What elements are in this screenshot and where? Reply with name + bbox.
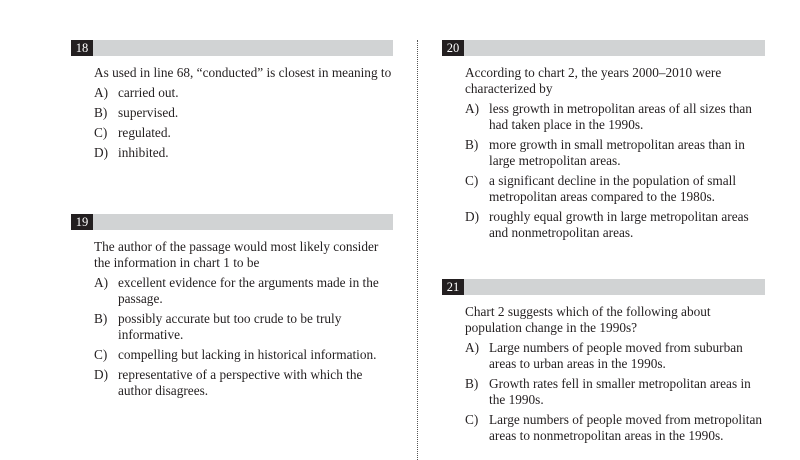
answer-option-b[interactable]	[465, 137, 765, 169]
question-stem: According to chart 2, the years 2000–2010 were characterized by	[465, 65, 722, 96]
answer-options	[465, 340, 765, 444]
option-text: roughly equal growth in large metropolitan areas and nonmetropolitan areas.	[489, 209, 749, 240]
answer-option-c[interactable]	[465, 412, 765, 444]
option-letter: C)	[465, 173, 479, 188]
option-text: Large numbers of people moved from metropolitan areas to nonmetropolitan areas in the 1990s.	[489, 412, 763, 443]
question-header-bar	[71, 40, 393, 56]
answer-option-c[interactable]	[465, 173, 765, 205]
answer-options	[465, 101, 765, 241]
option-letter: B)	[94, 105, 108, 120]
option-text: possibly accurate but too crude to be truly informative.	[118, 311, 342, 342]
question-stem: The author of the passage would most likely consider the information in chart 1 to be	[94, 239, 379, 270]
answer-options	[94, 85, 393, 161]
option-letter: D)	[94, 145, 109, 160]
option-text: excellent evidence for the arguments made in the passage.	[118, 275, 379, 306]
answer-option-c[interactable]	[94, 125, 393, 141]
option-text: less growth in metropolitan areas of all sizes than had taken place in the 1990s.	[489, 101, 752, 132]
question-header-bar	[442, 40, 765, 56]
option-text: a significant decline in the population of small metropolitan areas compared to the 1980s.	[489, 173, 737, 204]
answer-option-c[interactable]	[94, 347, 393, 363]
question-18	[71, 40, 393, 161]
option-letter: B)	[465, 376, 479, 391]
question-20	[442, 40, 765, 241]
answer-option-b[interactable]	[94, 105, 393, 121]
question-stem: Chart 2 suggests which of the following about population change in the 1990s?	[465, 304, 711, 335]
option-letter: B)	[465, 137, 479, 152]
option-letter: A)	[465, 101, 480, 116]
question-number: 19	[71, 214, 93, 230]
option-text: more growth in small metropolitan areas than in large metropolitan areas.	[489, 137, 745, 168]
answer-option-a[interactable]	[94, 275, 393, 307]
question-number: 21	[442, 279, 464, 295]
option-letter: B)	[94, 311, 108, 326]
answer-options	[94, 275, 393, 399]
option-text: regulated.	[118, 125, 171, 140]
question-number: 18	[71, 40, 93, 56]
column-divider	[417, 40, 418, 460]
answer-option-d[interactable]	[94, 367, 393, 399]
option-text: compelling but lacking in historical information.	[118, 347, 377, 362]
answer-option-d[interactable]	[465, 209, 765, 241]
option-text: inhibited.	[118, 145, 169, 160]
question-header-bar	[71, 214, 393, 230]
option-letter: D)	[465, 209, 480, 224]
question-19	[71, 214, 393, 399]
option-text: carried out.	[118, 85, 179, 100]
question-number: 20	[442, 40, 464, 56]
option-letter: D)	[94, 367, 109, 382]
option-letter: C)	[94, 347, 108, 362]
answer-option-a[interactable]	[465, 101, 765, 133]
answer-option-d[interactable]	[94, 145, 393, 161]
answer-option-b[interactable]	[94, 311, 393, 343]
option-letter: A)	[465, 340, 480, 355]
answer-option-a[interactable]	[465, 340, 765, 372]
question-stem: As used in line 68, “conducted” is closest in meaning to	[94, 65, 392, 80]
answer-option-a[interactable]	[94, 85, 393, 101]
option-letter: C)	[465, 412, 479, 427]
option-letter: C)	[94, 125, 108, 140]
option-letter: A)	[94, 85, 109, 100]
option-letter: A)	[94, 275, 109, 290]
option-text: representative of a perspective with which the author disagrees.	[118, 367, 363, 398]
question-21	[442, 279, 765, 444]
option-text: supervised.	[118, 105, 179, 120]
answer-option-b[interactable]	[465, 376, 765, 408]
option-text: Growth rates fell in smaller metropolitan areas in the 1990s.	[489, 376, 751, 407]
question-header-bar	[442, 279, 765, 295]
option-text: Large numbers of people moved from suburban areas to urban areas in the 1990s.	[489, 340, 743, 371]
